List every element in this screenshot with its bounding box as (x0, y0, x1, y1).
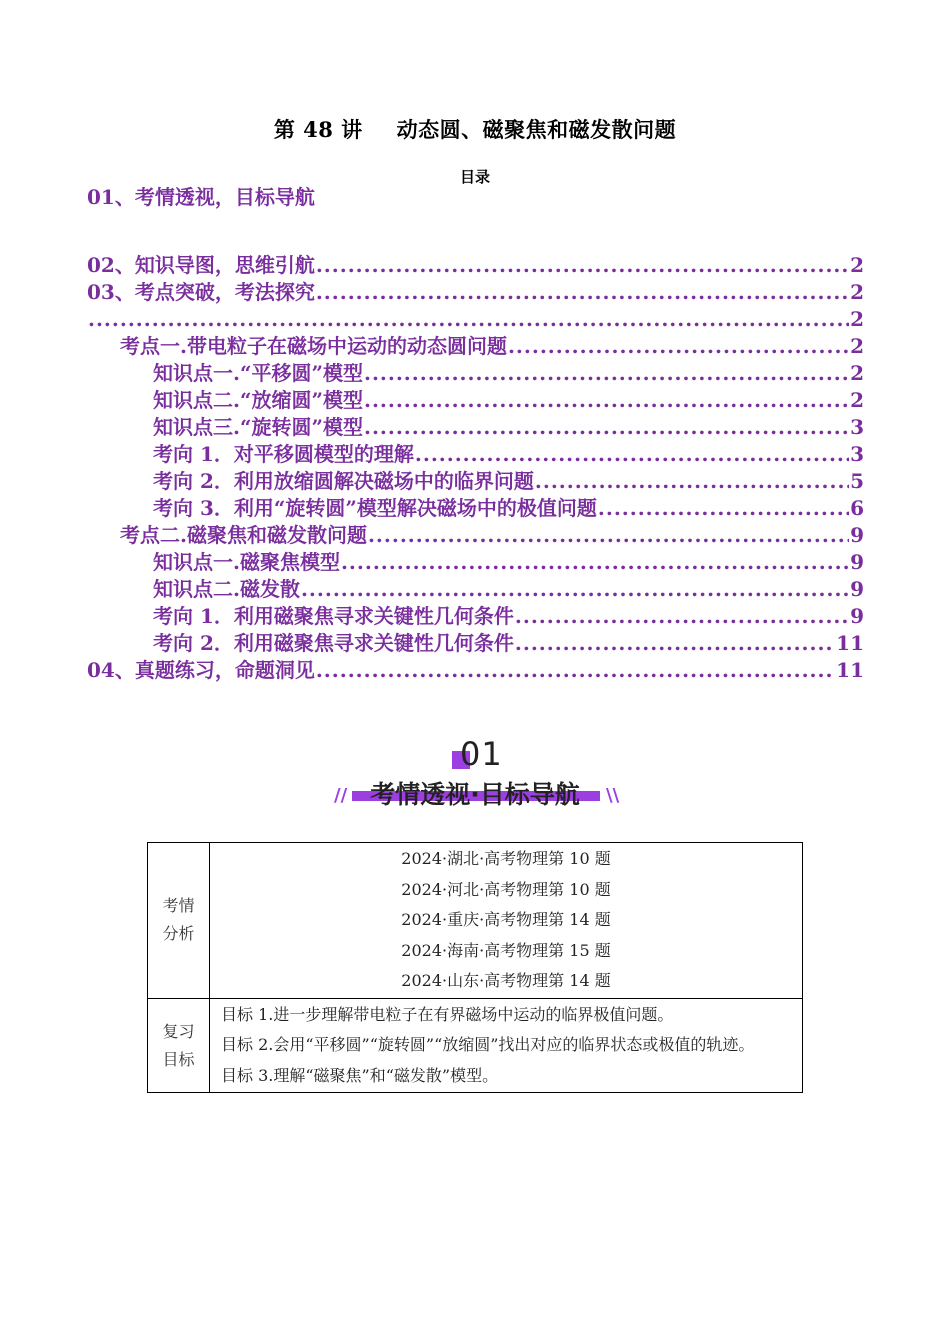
toc-entry-label: 知识点二.“放缩圆”模型 (153, 388, 363, 412)
toc-leader-dots (508, 333, 849, 360)
exam-analysis-header (148, 843, 210, 999)
toc-page-number: 9 (850, 523, 864, 547)
goal-item: 目标 3.理解“磁聚焦”和“磁发散”模型。 (221, 1065, 499, 1085)
toc-page-number: 5 (850, 469, 864, 493)
exam-analysis-row (148, 843, 803, 999)
toc-entry-label: 03、考点突破，考法探究 (87, 280, 315, 304)
toc-page-number: 11 (836, 631, 864, 655)
toc-leader-dots (316, 252, 849, 279)
toc-entry-label: 知识点一.磁聚焦模型 (153, 550, 340, 574)
toc-page-number: 9 (850, 604, 864, 628)
toc-entry[interactable] (87, 333, 864, 360)
exam-item: 2024·湖北·高考物理第 10 题 (401, 849, 611, 868)
exam-list-cell (210, 843, 803, 999)
left-slash-decoration: // (334, 785, 348, 806)
toc-entry[interactable] (87, 279, 864, 306)
toc-leader-dots (515, 630, 835, 657)
toc-leader-dots (364, 414, 849, 441)
toc-entry[interactable] (87, 360, 864, 387)
toc-page-number: 6 (850, 496, 864, 520)
toc-leader-dots (316, 279, 849, 306)
section-title: 考情透视·目标导航 (370, 780, 580, 809)
goal-item: 目标 2.会用“平移圆”“旋转圆”“放缩圆”找出对应的临界状态或极值的轨迹。 (221, 1035, 755, 1055)
toc-leader-dots (598, 495, 849, 522)
section-badge (330, 735, 620, 815)
right-slash-decoration: \\ (606, 785, 620, 806)
toc-entry-label: 考点二.磁聚焦和磁发散问题 (120, 523, 367, 547)
toc-leader-dots (368, 522, 849, 549)
exam-item: 2024·重庆·高考物理第 14 题 (401, 910, 611, 930)
toc-page-number: 3 (850, 442, 864, 466)
toc-entry[interactable] (87, 657, 864, 684)
exam-item: 2024·山东·高考物理第 14 题 (401, 971, 611, 991)
lecture-number: 第 48 讲 (273, 117, 363, 142)
table-of-contents (87, 184, 864, 684)
section-number: 01 (460, 735, 503, 773)
toc-entry[interactable] (87, 549, 864, 576)
review-goals-header (148, 998, 210, 1093)
toc-entry[interactable] (87, 387, 864, 414)
toc-entry-label: 知识点二.磁发散 (153, 577, 300, 601)
goal-list-cell (210, 998, 803, 1093)
toc-entry[interactable] (87, 306, 864, 333)
toc-page-number: 2 (850, 361, 864, 385)
review-goals-row (148, 998, 803, 1093)
toc-entry[interactable] (87, 414, 864, 441)
toc-leader-dots (88, 306, 849, 333)
toc-page-number: 2 (850, 253, 864, 277)
exam-item: 2024·海南·高考物理第 15 题 (401, 940, 611, 960)
toc-leader-dots (535, 468, 849, 495)
toc-entry[interactable] (87, 252, 864, 279)
exam-item: 2024·河北·高考物理第 10 题 (401, 879, 611, 899)
toc-entry[interactable] (87, 441, 864, 468)
toc-entry-label: 考点一.带电粒子在磁场中运动的动态圆问题 (120, 334, 507, 358)
toc-entry[interactable] (87, 603, 864, 630)
header-line: 考情 (162, 896, 195, 916)
page-title (0, 114, 950, 144)
toc-entry-label: 考向 1．利用磁聚焦寻求关键性几何条件 (153, 604, 514, 628)
toc-leader-dots (515, 603, 849, 630)
lecture-topic: 动态圆、磁聚焦和磁发散问题 (396, 117, 677, 142)
toc-leader-dots (316, 657, 835, 684)
toc-heading: 目录 (459, 168, 490, 186)
toc-page-number: 2 (850, 334, 864, 358)
toc-list (87, 252, 864, 684)
toc-entry[interactable] (87, 495, 864, 522)
toc-entry[interactable] (87, 576, 864, 603)
header-line: 复习 (162, 1021, 195, 1041)
toc-entry[interactable] (87, 468, 864, 495)
toc-page-number: 9 (850, 550, 864, 574)
toc-leader-dots (341, 549, 849, 576)
toc-page-number: 9 (850, 577, 864, 601)
header-line: 分析 (162, 924, 195, 944)
toc-entry[interactable] (87, 630, 864, 657)
toc-page-number: 11 (836, 658, 864, 682)
toc-entry-first[interactable]: 01、考情透视，目标导航 (87, 185, 315, 209)
exam-info-table (147, 842, 803, 1093)
toc-page-number: 2 (850, 388, 864, 412)
header-line: 目标 (162, 1049, 195, 1069)
toc-entry-label: 考向 1．对平移圆模型的理解 (153, 442, 414, 466)
toc-entry[interactable] (87, 522, 864, 549)
goal-item: 目标 1.进一步理解带电粒子在有界磁场中运动的临界极值问题。 (221, 1004, 674, 1024)
toc-entry-label: 04、真题练习，命题洞见 (87, 658, 315, 682)
toc-entry-label: 考向 2．利用磁聚焦寻求关键性几何条件 (153, 631, 514, 655)
toc-entry-label: 考向 2．利用放缩圆解决磁场中的临界问题 (153, 469, 534, 493)
toc-leader-dots (301, 576, 849, 603)
toc-entry-label: 知识点一.“平移圆”模型 (153, 361, 363, 385)
toc-page-number: 2 (850, 307, 864, 331)
toc-page-number: 3 (850, 415, 864, 439)
toc-leader-dots (415, 441, 849, 468)
toc-leader-dots (364, 387, 849, 414)
toc-entry-label: 考向 3．利用“旋转圆”模型解决磁场中的极值问题 (153, 496, 597, 520)
toc-leader-dots (364, 360, 849, 387)
toc-entry-label: 知识点三.“旋转圆”模型 (153, 415, 363, 439)
toc-page-number: 2 (850, 280, 864, 304)
toc-entry-label: 02、知识导图，思维引航 (87, 253, 315, 277)
